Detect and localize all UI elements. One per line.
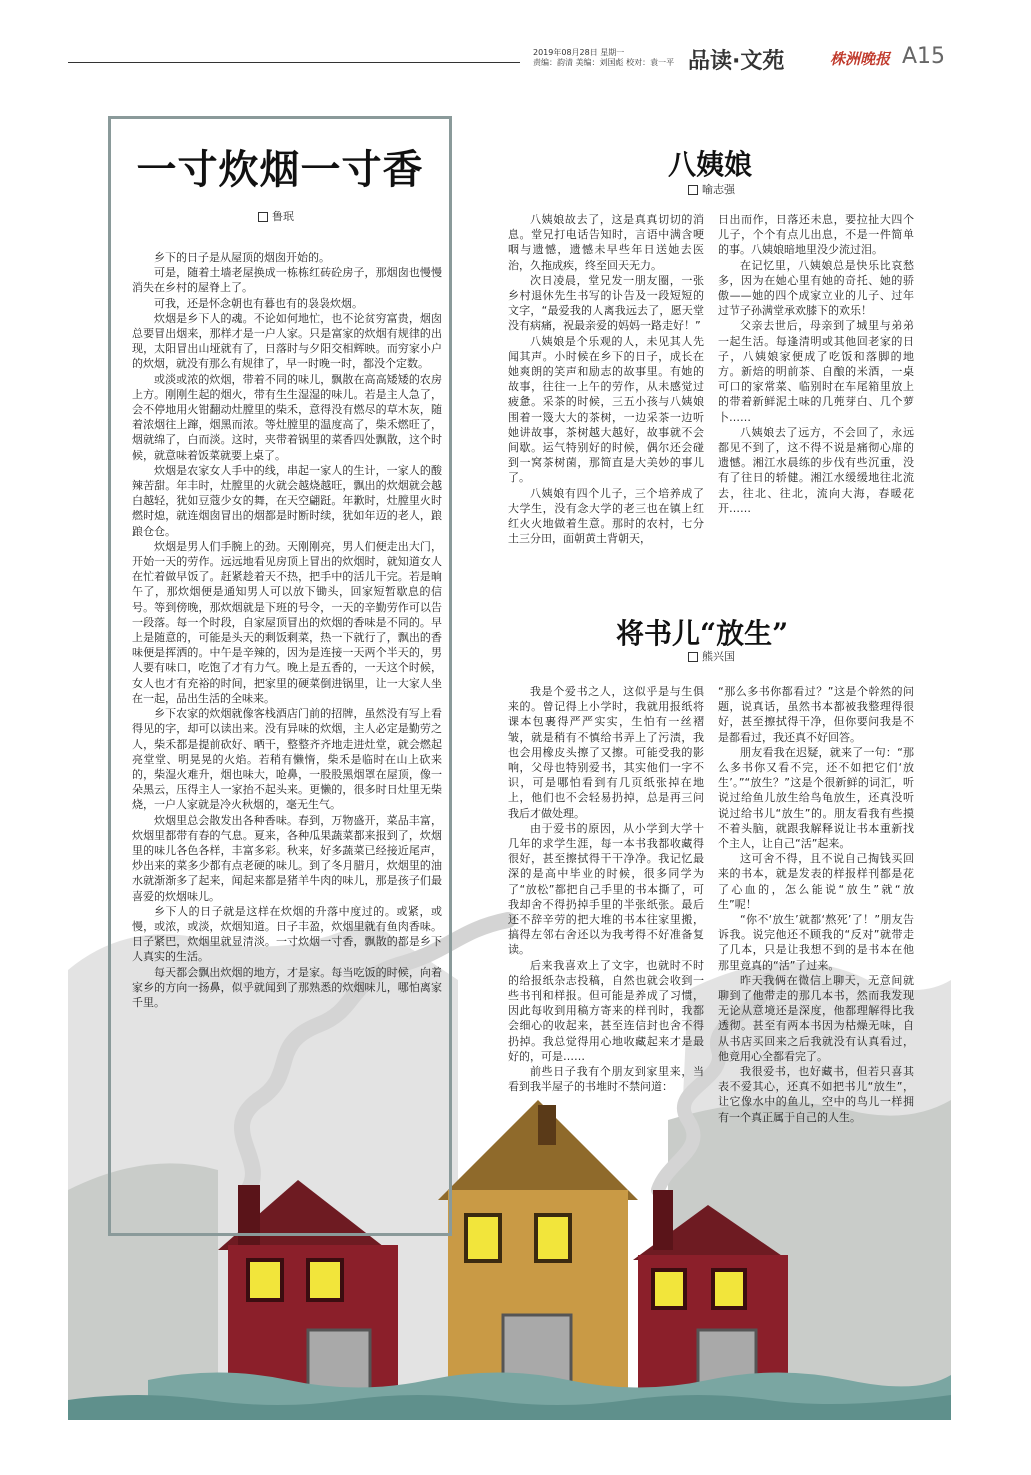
article3-byline xyxy=(688,648,735,664)
article2-paragraph: 父亲去世后，母亲到了城里与弟弟一起生活。每逢清明或其他回老家的日子，八姨娘家便成了吃饭和落脚的地方。新焙的明前茶、自酿的米酒，一桌可口的家常菜、临别时在车尾箱里放上的带着新鲜泥土味的几蔸芽白、几个萝卜…… xyxy=(718,319,914,424)
article3-paragraph: 我是个爱书之人，这似乎是与生俱来的。曾记得上小学时，我就用报纸将课本包裹得严严实实，生怕有一丝褶皱，就是稍有不慎给书弄上了污渍，我也会用橡皮头擦了又擦。可能受我的影响，父母也特别爱书，其实他们一字不识，可是哪怕看到有几页纸张掉在地上，他们也不会轻易扔掉，总是再三问我后才做处理。 xyxy=(508,685,704,820)
window-center-2 xyxy=(536,1215,570,1261)
article1-byline xyxy=(258,208,294,224)
article1-paragraph: 乡下农家的炊烟就像客栈酒店门前的招牌，虽然没有写上看得见的字，却可以读出来。没有异味的炊烟，主人必定是勤劳之人，柴禾都是提前砍好、晒干，整整齐齐地走进灶堂，就会燃起亮堂堂、明晃晃的火焰。若稍有懒惰，柴禾是临时在山上砍来的，柴湿火难升，烟也味大，呛鼻，一股股黑烟罩在屋顶，像一朵黑云，压得主人一家抬不起头来。更懒的，很多时日灶里无柴烧，一户人家就是冷火秋烟的，毫无生气。 xyxy=(132,707,442,812)
window-left-2 xyxy=(308,1260,342,1300)
masthead-meta xyxy=(533,48,683,68)
newspaper-logo: 株洲晚报 xyxy=(830,50,891,68)
article3-author: 熊兴国 xyxy=(702,650,735,663)
article1-paragraph: 乡下的日子是从屋顶的烟囱开始的。 xyxy=(154,251,330,264)
article2-author: 喻志强 xyxy=(702,183,735,196)
section-name: 品读·文苑 xyxy=(688,49,785,74)
article1-paragraph: 每天都会飘出炊烟的地方，才是家。每当吃饭的时候，向着家乡的方向一扬鼻，似乎就闻到了那熟悉的炊烟味儿，哪怕离家千里。 xyxy=(132,965,442,1009)
article3-paragraph: “那么多书你都看过？”这是个幹然的问题，说真话，虽然书本都被我整理得很好，甚至擦拭得干净，但你要问我是不是都看过，我还真不好回答。 xyxy=(718,685,914,744)
article3-col1 xyxy=(508,684,704,1094)
article2-paragraph: 在记忆里，八姨娘总是快乐比哀愁多，因为在她心里有她的奇托、她的骄傲——她的四个成家立业的儿子、过年过节子孙满堂承欢膝下的欢乐！ xyxy=(718,258,914,318)
article2-title: 八姨娘 xyxy=(668,148,753,181)
article3-paragraph: 后来我喜欢上了文字，也就时不时的给报纸杂志投稿，自然也就会收到一些书刊和样报。但可能是养成了习惯，因此每收到用稿方寄来的样刊时，我都会细心的收起来，甚至连信封也舍不得扔掉。我总觉得用心地收藏起来才是最好的，可是…… xyxy=(508,958,704,1063)
article2-col2 xyxy=(718,212,914,516)
article1-body xyxy=(132,250,442,1010)
chimney-center xyxy=(538,1105,556,1145)
article1-paragraph: 炊烟是农家女人手中的线，串起一家人的生计，一家人的酸辣苦甜。年丰时，灶膛里的火就会越烧越旺，飘出的炊烟就会越白越轻，犹如豆蔻少女的舞，在天空翩跹。年歉时，灶膛里火时燃时熄，就连烟囱冒出的烟都是时断时续，犹如年迈的老人，踉踉仓仓。 xyxy=(132,463,442,538)
article3-paragraph: 昨天我俩在微信上聊天，无意间就聊到了他带走的那几本书，然而我发现无论从意境还是深度，他都理解得比我透彻。甚至有两本书因为枯燥无味，自从书店买回来之后我就没有认真看过，他竟用心全都看完了。 xyxy=(718,973,914,1063)
article1-paragraph: 或淡或浓的炊烟，带着不同的味儿，飘散在高高矮矮的农房上方。刚刚生起的烟火，带有生生湿湿的味儿。若是主人急了，会不停地用火钳翻动灶膛里的柴禾，意得没有燃尽的草木灰，随着浓烟往上蹿，烟黑而浓。等灶膛里的温度高了，柴禾燃旺了，烟就绵了，白而淡。这时，夹带着锅里的菜香四处飘散，这个时候，就意味着饭菜就要上桌了。 xyxy=(132,372,442,462)
article2-paragraph: 八姨娘有四个儿子，三个培养成了大学生，没有念大学的老三也在镇上红红火火地做着生意。那时的农村，七分土三分田，面朝黄土背朝天， xyxy=(508,486,704,546)
article3-paragraph: “你不‘放生’就都‘熬死’了！”朋友告诉我。说完他还不顾我的“反对”就带走了几本，只是让我想不到的是书本在他那里竟真的“活”了过来。 xyxy=(718,913,914,972)
article3-paragraph: 朋友看我在迟疑，就来了一句：“那么多书你又看不完，还不如把它们‘放生’。”“放生？”这是个很新鲜的词汇，听说过给鱼儿放生给鸟龟放生，还真没听说过给书儿“放生”的。朋友看我有些摸不着头脑，就跟我解释说让书本重新找个主人，让自己“活”起来。 xyxy=(718,745,914,851)
article1-paragraph: 炊烟是乡下人的魂。不论如何地忙，也不论贫穷富贵，烟囱总要冒出烟来，那样才是一户人家。只是富家的炊烟有规律的出现，太阳冒出山垭就有了，日落时与夕阳交相辉映。而穷家小户的炊烟，就没有那么有规律了，早一时晚一时，都没个定数。 xyxy=(132,311,442,371)
article1-paragraph: 炊烟里总会散发出各种香味。春到，万物盛开，菜品丰富，炊烟里都带有春的气息。夏来，各种瓜果蔬菜都来报到了，炊烟里的味儿各色各样，丰富多彩。秋来，好多蔬菜已经接近尾声，炒出来的菜多少都有点老硬的味儿。到了冬月腊月，炊烟里的油水就渐渐多了起来，闻起来都是猪羊牛肉的味儿，那是孩子们最喜爱的炊烟味儿。 xyxy=(132,813,442,903)
article2-paragraph: 八姨娘是个乐观的人，未见其人先闻其声。小时候在乡下的日子，成长在她爽朗的笑声和励志的故事里。有她的故事，往往一上午的劳作，从未感觉过疲惫。采茶的时候，三五小孩与八姨娘围着一篾大大的茶树，一边采茶一边听她讲故事，茶树越大越好，故事就不会间歇。运气特别好的时候，偶尔还会碰到一窝茶树菌，那简直是大美妙的事儿了。 xyxy=(508,334,704,485)
article1-paragraph: 乡下人的日子就是这样在炊烟的升落中度过的。或紧，或慢，或浓，或淡，炊烟知道。日子丰盈，炊烟里就有鱼肉香味。日子紧巴，炊烟里就显清淡。一寸炊烟一寸香，飘散的都是乡下人真实的生活。 xyxy=(132,904,442,964)
article3-title: 将书儿“放生” xyxy=(616,617,789,650)
article1-paragraph: 炊烟是男人们手腕上的劲。天刚刚亮，男人们便走出大门，开始一天的劳作。远远地看见房顶上冒出的炊烟时，就知道女人在忙着做早饭了。赶紧趁着天不热，把手中的活儿干完。若是晌午了，那炊烟便是通知男人可以放下锄头，回家短暂歇息的信号。等到傍晚，那炊烟就是下班的号令，一天的辛勤劳作可以告一段落。每一个时段，自家屋顶冒出的炊烟的香味是不同的。早上是随意的，可能是头天的剩饭剩菜，热一下就行了，飘出的香味便是挥洒的。中午是辛辣的，因为是连接一天两个半天的，男人要有味口，吃饱了才有力气。晚上是五香的，一天这个时候，女人也才有充裕的时间，把家里的硬菜倒进锅里，让一大家人坐在一起，品出生活的全味来。 xyxy=(132,539,442,705)
article3-paragraph: 前些日子我有个朋友到家里来，当看到我半屋子的书堆时不禁问道： xyxy=(508,1065,704,1094)
byline-box-icon xyxy=(688,652,698,662)
article1-title: 一寸炊烟一寸香 xyxy=(136,147,424,193)
window-right-2 xyxy=(713,1270,745,1308)
article1-paragraph: 可我，还是怀念朝也有暮也有的袅袅炊烟。 xyxy=(154,296,363,310)
issue-date: 2019年08月28日 星期一 xyxy=(533,48,625,57)
article2-paragraph: 八姨娘去了远方，不会回了，永远都见不到了，这不得不说是痛彻心扉的遗憾。湘江水晨练的步伐有些沉重，没有了往日的轿健。湘江水缓缓地往北流去，往北、往北，流向大海，春暖花开…… xyxy=(718,425,914,515)
window-right-1 xyxy=(653,1270,685,1308)
article3-col2 xyxy=(718,684,914,1125)
article2-col1 xyxy=(508,212,704,546)
chimney-right xyxy=(653,1190,673,1250)
article3-paragraph: 这可舍不得，且不说自己掏钱买回来的书本，就是发表的样报样刊都是花了心血的，怎么能说“放生”就“放生”呢！ xyxy=(718,852,914,911)
article2-byline xyxy=(688,181,735,197)
masthead-rule xyxy=(68,62,520,63)
article2-paragraph: 八姨娘故去了，这是真真切切的消息。堂兄打电话告知时，言语中满含哽咽与遗憾，遗憾未早些年日送她去医治，久拖成疾，终至回天无力。 xyxy=(508,213,704,272)
article3-paragraph: 由于爱书的原因，从小学到大学十几年的求学生涯，每一本书我都收藏得很好，甚至擦拭得干干净净。我记忆最深的是高中毕业的时候，很多同学为了“放松”都把自己手里的书本撕了，可我却舍不得扔掉手里的半张纸张。最后还不辞辛劳的把大堆的书本往家里搬，搞得左邻右舍还以为我考得不好准备复读。 xyxy=(508,821,704,957)
window-center-1 xyxy=(466,1215,500,1261)
article1-paragraph: 可是，随着土墙老屋换成一栋栋红砖砼房子，那烟囱也慢慢消失在乡村的屋脊上了。 xyxy=(132,266,442,295)
editor-credits: 责编：韵清 美编：刘国彪 校对：袁一平 xyxy=(533,58,675,67)
article3-paragraph: 我很爱书，也好藏书，但若只喜其表不爱其心，还真不如把书儿“放生”，让它像水中的鱼儿，空中的鸟儿一样拥有一个真正属于自己的人生。 xyxy=(718,1065,914,1124)
article2-paragraph: 日出而作，日落还未息，要拉扯大四个儿子，个个有点儿出息，不是一件简单的事。八姨娘暗地里没少流过泪。 xyxy=(718,213,914,257)
byline-box-icon xyxy=(688,185,698,195)
byline-box-icon xyxy=(258,212,268,222)
page-number: A15 xyxy=(902,44,946,69)
article2-paragraph: 次日凌晨，堂兄发一朋友圈，一张乡村退休先生书写的讣告及一段短短的文字，“最爱我的人离我远去了，愿天堂没有病痛，祝最亲爱的妈妈一路走好！” xyxy=(508,273,704,333)
window-left-1 xyxy=(248,1260,282,1300)
article1-author: 鲁珉 xyxy=(272,210,294,223)
